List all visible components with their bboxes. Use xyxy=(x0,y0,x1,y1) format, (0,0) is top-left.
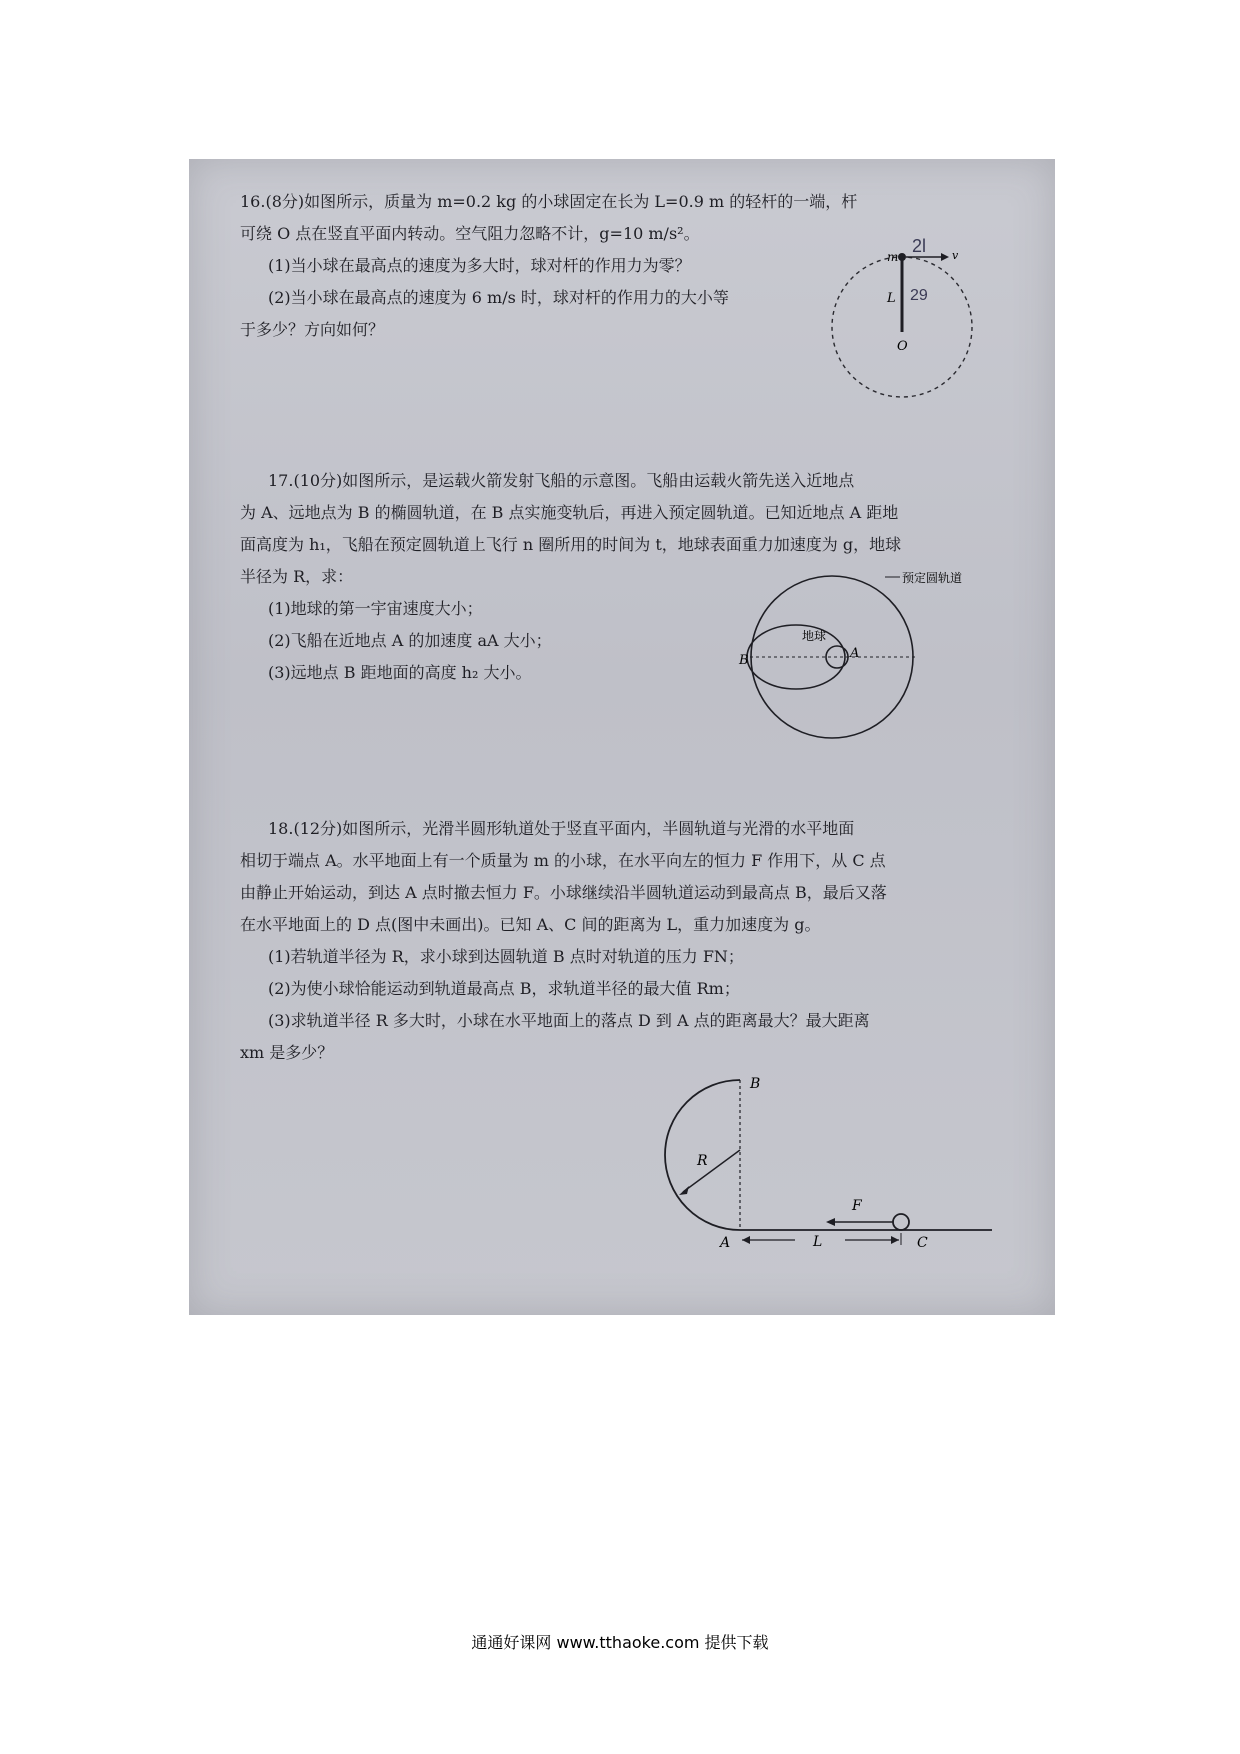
ball xyxy=(893,1214,909,1230)
point-B: B xyxy=(739,653,749,668)
q16-part-1: (1)当小球在最高点的速度为多大时，球对杆的作用力为零？ xyxy=(268,256,691,275)
q18-line: 相切于端点 A。水平地面上有一个质量为 m 的小球，在水平向左的恒力 F 作用下，从 C 点 xyxy=(240,851,886,870)
q17-line: 为 A、远地点为 B 的椭圆轨道，在 B 点实施变轨后，再进入预定圆轨道。已知近地点 A 距地 xyxy=(240,503,899,522)
radius-line xyxy=(683,1150,740,1192)
footer-credit: 通通好课网 www.tthaoke.com 提供下载 xyxy=(471,1633,769,1652)
semicircle-track-diagram xyxy=(650,1065,1000,1265)
q17-figure xyxy=(740,565,980,745)
q18-part-3: (3)求轨道半径 R 多大时，小球在水平地面上的落点 D 到 A 点的距离最大？最大距离 xyxy=(268,1011,870,1030)
q16-figure xyxy=(815,236,990,410)
q18-line: 在水平地面上的 D 点(图中未画出)。已知 A、C 间的距离为 L，重力加速度为 g。 xyxy=(240,915,821,934)
orbit-label: 预定圆轨道 xyxy=(902,571,963,585)
q16-part-2: (2)当小球在最高点的速度为 6 m/s 时，球对杆的作用力的大小等 xyxy=(268,288,729,307)
label-A: A xyxy=(720,1235,731,1251)
q16-line: 可绕 O 点在竖直平面内转动。空气阻力忽略不计，g=10 m/s²。 xyxy=(240,224,700,243)
q18-figure xyxy=(650,1065,1000,1265)
question-18 xyxy=(240,813,1010,1069)
q17-part-1: (1)地球的第一宇宙速度大小； xyxy=(268,599,483,618)
ball xyxy=(898,253,906,261)
q17-line: 半径为 R，求： xyxy=(240,567,354,586)
velocity-arrowhead xyxy=(941,253,949,261)
q18-line: 18.(12分)如图所示，光滑半圆形轨道处于竖直平面内，半圆轨道与光滑的水平地面 xyxy=(268,819,855,838)
q18-part-1: (1)若轨道半径为 R，求小球到达圆轨道 B 点时对轨道的压力 FN； xyxy=(268,947,744,966)
q18-part-2: (2)为使小球恰能运动到轨道最高点 B，求轨道半径的最大值 Rm； xyxy=(268,979,740,998)
q16-line: 于多少？方向如何？ xyxy=(240,320,385,339)
label-B: B xyxy=(750,1076,761,1092)
dimension-arrowhead-right xyxy=(891,1236,899,1244)
dimension-arrowhead-left xyxy=(742,1236,750,1244)
q17-line: 面高度为 h₁，飞船在预定圆轨道上飞行 n 圈所用的时间为 t，地球表面重力加速度为 g，地球 xyxy=(240,535,902,554)
label-v: v xyxy=(952,249,959,262)
q17-line: 17.(10分)如图所示，是运载火箭发射飞船的示意图。飞船由运载火箭先送入近地点 xyxy=(268,471,855,490)
q18-line: xm 是多少？ xyxy=(240,1043,334,1062)
earth-label: 地球 xyxy=(802,629,827,643)
label-L: L xyxy=(887,291,896,306)
q16-line: 16.(8分)如图所示，质量为 m=0.2 kg 的小球固定在长为 L=0.9 m 的轻杆的一端，杆 xyxy=(240,192,858,211)
force-arrowhead xyxy=(826,1218,835,1226)
label-L: L xyxy=(813,1234,823,1250)
label-R: R xyxy=(697,1153,708,1169)
radius-arrowhead xyxy=(679,1186,689,1195)
label-F: F xyxy=(852,1198,862,1214)
q17-part-2: (2)飞船在近地点 A 的加速度 aA 大小； xyxy=(268,631,552,650)
orbit-diagram xyxy=(740,565,980,745)
point-A: A xyxy=(850,646,860,661)
label-m: m xyxy=(887,250,899,264)
q17-part-3: (3)远地点 B 距地面的高度 h₂ 大小。 xyxy=(268,663,532,682)
handwritten-note: 2l xyxy=(912,236,927,256)
handwritten-note: 29 xyxy=(910,287,928,304)
label-C: C xyxy=(917,1235,928,1251)
q18-line: 由静止开始运动，到达 A 点时撤去恒力 F。小球继续沿半圆轨道运动到最高点 B，最后又落 xyxy=(240,883,887,902)
label-O: O xyxy=(897,339,908,354)
question-16 xyxy=(240,186,858,346)
rod-rotation-diagram xyxy=(815,236,990,410)
